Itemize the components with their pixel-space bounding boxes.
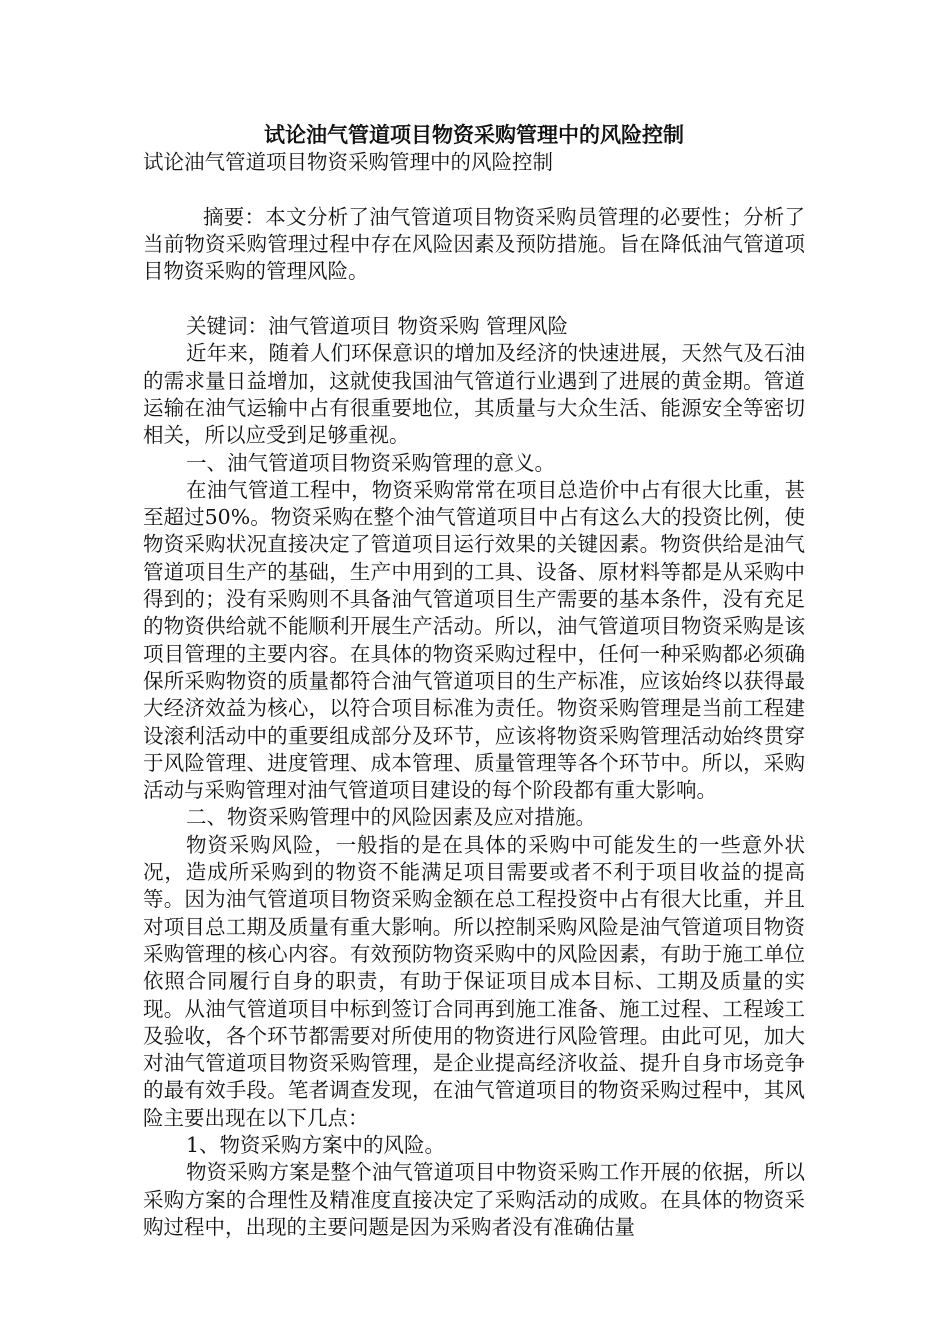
keywords-line: 关键词：油气管道项目 物资采购 管理风险 (186, 314, 569, 339)
body-paragraph: 物资采购风险，一般指的是在具体的采购中可能发生的一些意外状况，造成所采购到的物资不能满足项目需要或者不利于项目收益的提高等。因为油气管道项目物资采购金额在总工程投资中占有很大比重，并且对项目总工期及质量有重大影响。所以控制采购风险是油气管道项目物资采购管理的核心内容。有效预防物资采购中的风险因素，有助于施工单位依照合同履行自身的职责，有助于保证项目成本目标、工期及质量的实现。从油气管道项目中标到签订合同再到施工准备、施工过程、工程竣工及验收，各个环节都需要对所使用的物资进行风险管理。由此可见，加大对油气管道项目物资采购管理，是企业提高经济收益、提升自身市场竞争的最有效手段。笔者调查发现，在油气管道项目的物资采购过程中，其风险主要出现在以下几点： (143, 832, 805, 1130)
document-subtitle: 试论油气管道项目物资采购管理中的风险控制 (143, 150, 553, 175)
body-paragraph: 近年来，随着人们环保意识的增加及经济的快速进展，天然气及石油的需求量日益增加，这就使我国油气管道行业遇到了进展的黄金期。管道运输在油气运输中占有很重要地位，其质量与大众生活、能源安全等密切相关，所以应受到足够重视。 (143, 341, 805, 448)
document-body (143, 122, 805, 1241)
subsection-heading-1: 1、物资采购方案中的风险。 (186, 1132, 446, 1157)
body-paragraph: 在油气管道工程中，物资采购常常在项目总造价中占有很大比重，甚至超过50%。物资采购在整个油气管道项目中占有这么大的投资比例，使物资采购状况直接决定了管道项目运行效果的关键因素。物资供给是油气管道项目生产的基础，生产中用到的工具、设备、原材料等都是从采购中得到的；没有采购则不具备油气管道项目生产需要的基本条件，没有充足的物资供给就不能顺利开展生产活动。所以，油气管道项目物资采购是该项目管理的主要内容。在具体的物资采购过程中，任何一种采购都必须确保所采购物资的质量都符合油气管道项目的生产标准，应该始终以获得最大经济效益为核心，以符合项目标准为责任。物资采购管理是当前工程建设滚利活动中的重要组成部分及环节，应该将物资采购管理活动始终贯穿于风险管理、进度管理、成本管理、质量管理等各个环节中。所以，采购活动与采购管理对油气管道项目建设的每个阶段都有重大影响。 (143, 477, 805, 803)
abstract-paragraph: 摘要：本文分析了油气管道项目物资采购员管理的必要性；分析了当前物资采购管理过程中存在风险因素及预防措施。旨在降低油气管道项目物资采购的管理风险。 (143, 204, 805, 284)
document-title: 试论油气管道项目物资采购管理中的风险控制 (264, 123, 684, 147)
section-heading-1: 一、油气管道项目物资采购管理的意义。 (186, 450, 555, 475)
body-paragraph: 物资采购方案是整个油气管道项目中物资采购工作开展的依据，所以采购方案的合理性及精准度直接决定了采购活动的成败。在具体的物资采购过程中，出现的主要问题是因为采购者没有准确估量 (143, 1160, 805, 1239)
section-heading-2: 二、物资采购管理中的风险因素及应对措施。 (186, 805, 596, 830)
